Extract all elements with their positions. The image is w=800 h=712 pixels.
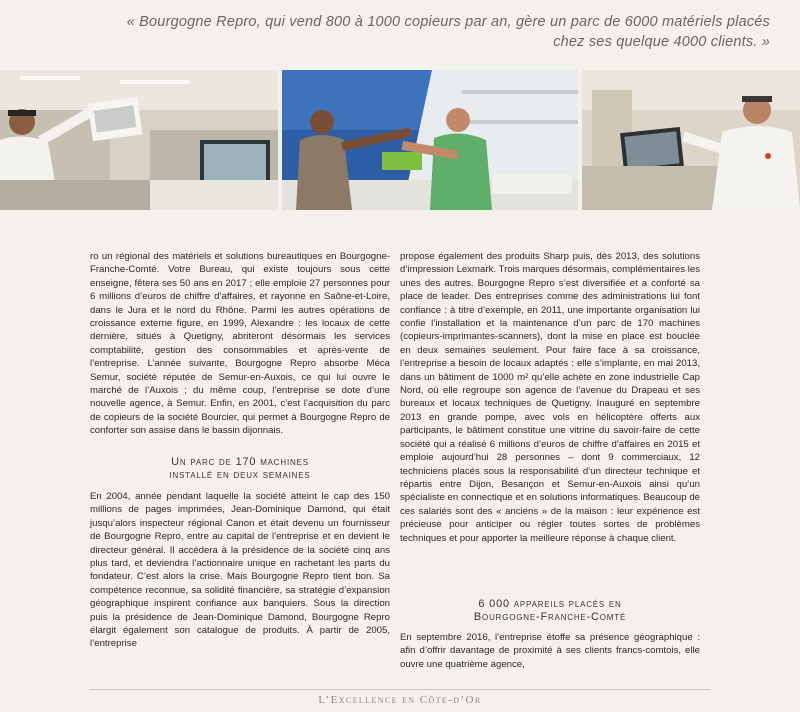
left-paragraph-1: ro un régional des matériels et solutions bureautiques en Bourgogne-Franche-Comté. Votre Bureau, qui existe toujours sous cette enseigne, fêtera ses 50 ans en 2017 ; elle emploie 27 personnes pour 6 millions d’euros de chiffre d’affaires, et rayonne en Saône-et-Loire, dans le Jura et le nord du Rhône. Parmi les autres opérations de croissance externe figure, en 1999, Alexandre : les locaux de cette dernière, situés à Quetigny, abriteront désormais les services comptabilité, gestion des consommables et après-vente de l’entreprise. L’année suivante, Bourgogne Repro absorbe Méca Semur, société réputée de Semur-en-Auxois, ce qui lui ouvre le marché de l’Auxois ; du même coup, l’entreprise se dote d’une nouvelle agence, à Semur. Enfin, en 2001, c’est l’acquisition du parc de copieurs de la société Bourcier, qui permet à Bourgogne Repro de conforter son assise dans le bassin dijonnais. (90, 251, 390, 437)
photo-man-holding-sheet (0, 70, 278, 210)
heading-left-line-2: installé en deux semaines (169, 469, 311, 481)
photo-handshake-delivery (282, 70, 578, 210)
footer-divider (90, 689, 710, 690)
photo-man-at-screen (582, 70, 800, 210)
running-footer: L’Excellence en Côte-d’Or (318, 694, 482, 706)
pull-quote: « Bourgogne Repro, qui vend 800 à 1000 copieurs par an, gère un parc de 6000 matériels placés chez ses quelque 4000 clients. » (126, 14, 770, 50)
right-paragraph-1: propose également des produits Sharp puis, dès 2013, des solutions d’impression Lexmark. Trois marques désormais, complémentaires les unes des autres. Bourgogne Repro s’est diversifiée et a conforté sa place de leader. Des entreprises comme des administrations lui font confiance : à titre d’exemple, en 2011, une importante organisation lui confie l’installation et la maintenance d’un parc de 170 machines (copieurs-imprimantes-scanners), dont la mise en place est bouclée en deux semaines seulement. Pour faire face à sa croissance, l’entreprise a besoin de locaux adaptés : elle s’implante, en mai 2013, dans un bâtiment de 1000 m² qu’elle achète en zone industrielle Cap Nord, où elle regroupe son agence de l’avenue du Drapeau et ses bureaux et locaux techniques de Quetigny. Inauguré en septembre 2013 en grande pompe, avec vols en hélicoptère offerts aux participants, le bâtiment constitue une vitrine du savoir-faire de cette société qui a réalisé 6 millions d’euros de chiffre d’affaires en 2015 et emploie aujourd’hui 28 personnes – dont 9 commerciaux, 12 techniciens placés sous la responsabilité d’un directeur technique et répartis entre Dijon, Besançon et Semur-en-Auxois ainsi qu’un spécialiste en connectique et en solutions informatiques. Beaucoup de ces salariés sont des « anciens » de la maison : leur expérience est précieuse pour anticiper ou régler toutes sortes de problèmes techniques et pour apporter la meilleure réponse à chaque client. (400, 251, 700, 544)
photo-strip (0, 70, 800, 210)
heading-right-line-2: Bourgogne-Franche-Comté (473, 611, 627, 623)
left-column (90, 250, 390, 438)
section-heading-left (90, 456, 390, 482)
right-column (400, 250, 700, 545)
heading-right-line-1: 6 000 appareils placés en (478, 598, 622, 610)
right-paragraph-2: En septembre 2016, l’entreprise étoffe sa présence géographique : afin d’offrir davantage de proximité à ses clients francs-comtois, elle ouvre une quatrième agence, (400, 632, 700, 670)
heading-left-line-1: Un parc de 170 machines (171, 456, 309, 468)
section-heading-right (400, 598, 700, 624)
left-paragraph-2: En 2004, année pendant laquelle la société atteint le cap des 150 millions de pages imprimées, Jean-Dominique Damond, qui était jusqu’alors inspecteur régional Canon et était devenu un fournisseur de Bourgogne Repro, entre au capital de l’entreprise et en devient le directeur général. Il accédera à la présidence de la société cinq ans plus tard, et deviendra l’actionnaire unique en rachetant les parts du fondateur. C’est alors la crise. Mais Bourgogne Repro tient bon. Sa compétence reconnue, sa solidité financière, sa stratégie d’expansion géographique inspirent confiance aux banquiers. Sous la direction puis la présidence de Jean-Dominique Damond, Bourgogne Repro élargit également son catalogue de produits. À partir de 2005, l’entreprise (90, 491, 390, 650)
